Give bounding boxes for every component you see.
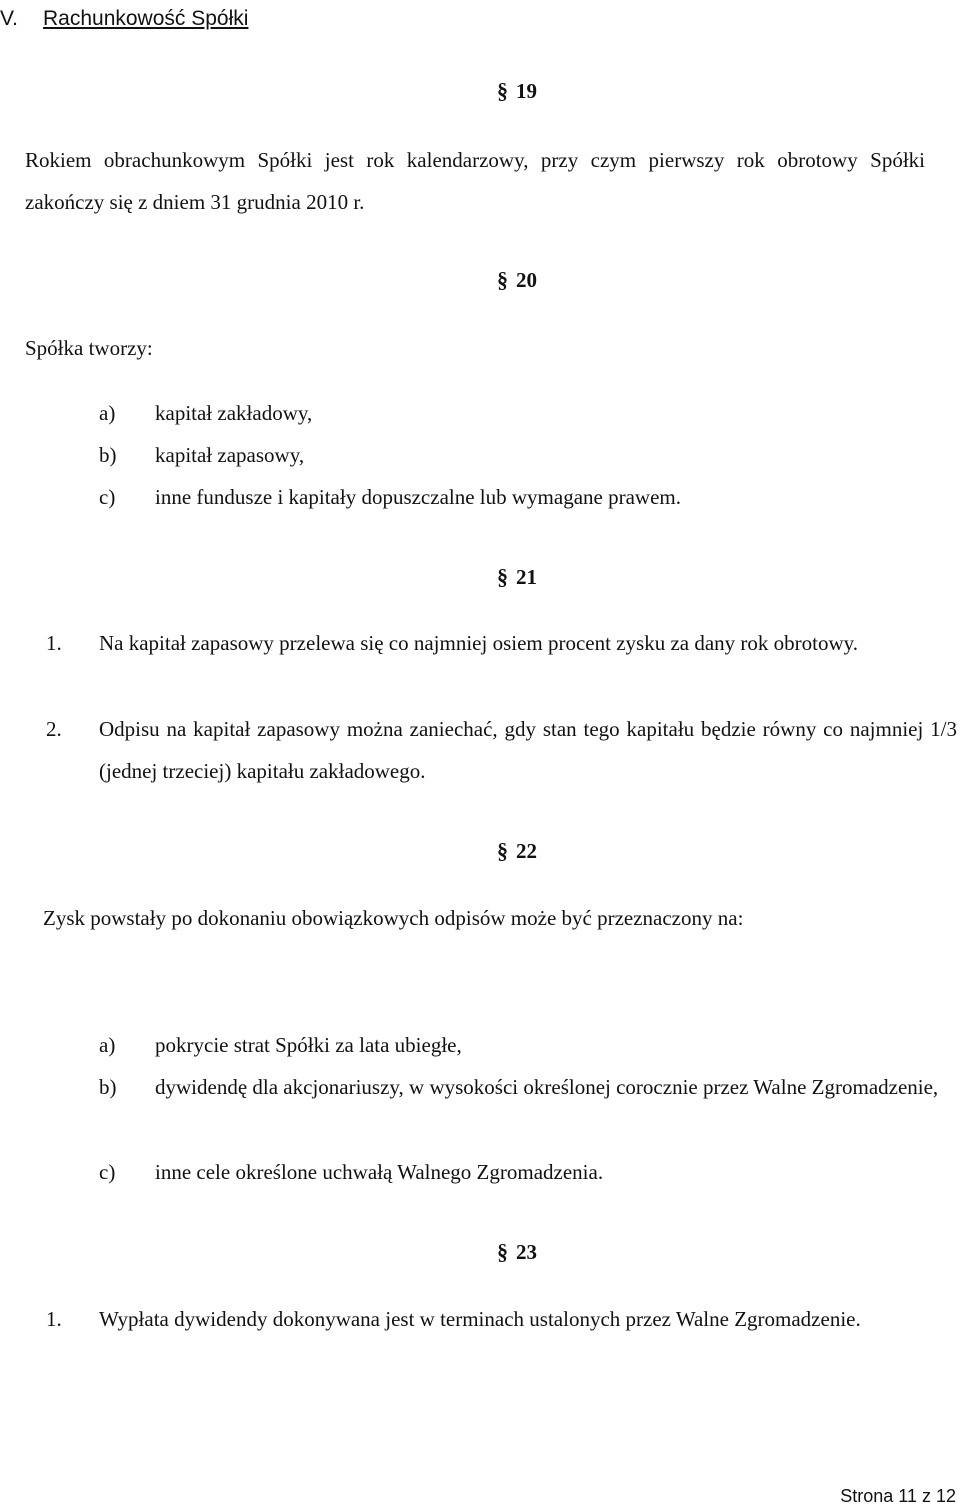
- paragraph-heading-19: [497, 70, 537, 112]
- paragraph-number: 21: [516, 565, 537, 589]
- paragraph-number: 22: [516, 839, 537, 863]
- list-marker: 2.: [46, 717, 62, 741]
- paragraph-heading-22: [497, 830, 537, 872]
- paragraph-heading-20: [497, 259, 537, 301]
- paragraph-number: 23: [516, 1240, 537, 1264]
- list-marker: b): [99, 443, 117, 467]
- section-number: V.: [0, 7, 18, 30]
- paragraph-number: 19: [516, 79, 537, 103]
- list-marker: b): [99, 1075, 117, 1099]
- paragraph-22-intro: Zysk powstały po dokonaniu obowiązkowych odpisów może być przeznaczony na:: [43, 906, 744, 930]
- section-sign: §: [497, 564, 508, 589]
- paragraph-20-intro: Spółka tworzy:: [25, 336, 153, 360]
- section-sign: §: [497, 78, 508, 103]
- section-sign: §: [497, 838, 508, 863]
- paragraph-19-text: Rokiem obrachunkowym Spółki jest rok kalendarzowy, przy czym pierwszy rok obrotowy Spółki zakończy się z dniem 31 grudnia 2010 r.: [25, 148, 925, 214]
- list-marker: 1.: [46, 1307, 62, 1331]
- list-item-text: dywidendę dla akcjonariuszy, w wysokości określonej corocznie przez Walne Zgromadzenie,: [155, 1075, 939, 1099]
- list-item-text: Wypłata dywidendy dokonywana jest w terminach ustalonych przez Walne Zgromadzenie.: [99, 1307, 861, 1331]
- list-marker: c): [99, 1160, 116, 1184]
- paragraph-heading-21: [497, 556, 537, 598]
- list-marker: a): [99, 1033, 116, 1057]
- list-item-text: kapitał zakładowy,: [155, 401, 313, 425]
- list-item-text: Na kapitał zapasowy przelewa się co najmniej osiem procent zysku za dany rok obrotowy.: [99, 631, 859, 655]
- page-number-footer: Strona 11 z 12: [840, 1486, 956, 1506]
- list-item-text: Odpisu na kapitał zapasowy można zaniechać, gdy stan tego kapitału będzie równy co najmniej 1/3 (jednej trzeciej) kapitału zakładowego.: [99, 717, 957, 783]
- list-item-text: inne cele określone uchwałą Walnego Zgromadzenia.: [155, 1160, 604, 1184]
- list-item-text: pokrycie strat Spółki za lata ubiegłe,: [155, 1033, 462, 1057]
- paragraph-number: 20: [516, 268, 537, 292]
- section-sign: §: [497, 1239, 508, 1264]
- list-marker: c): [99, 485, 116, 509]
- list-marker: 1.: [46, 631, 62, 655]
- section-title-text: Rachunkowość Spółki: [43, 7, 249, 30]
- paragraph-heading-23: [497, 1231, 537, 1273]
- list-item-text: inne fundusze i kapitały dopuszczalne lub wymagane prawem.: [155, 485, 681, 509]
- list-marker: a): [99, 401, 116, 425]
- section-sign: §: [497, 267, 508, 292]
- list-item-text: kapitał zapasowy,: [155, 443, 305, 467]
